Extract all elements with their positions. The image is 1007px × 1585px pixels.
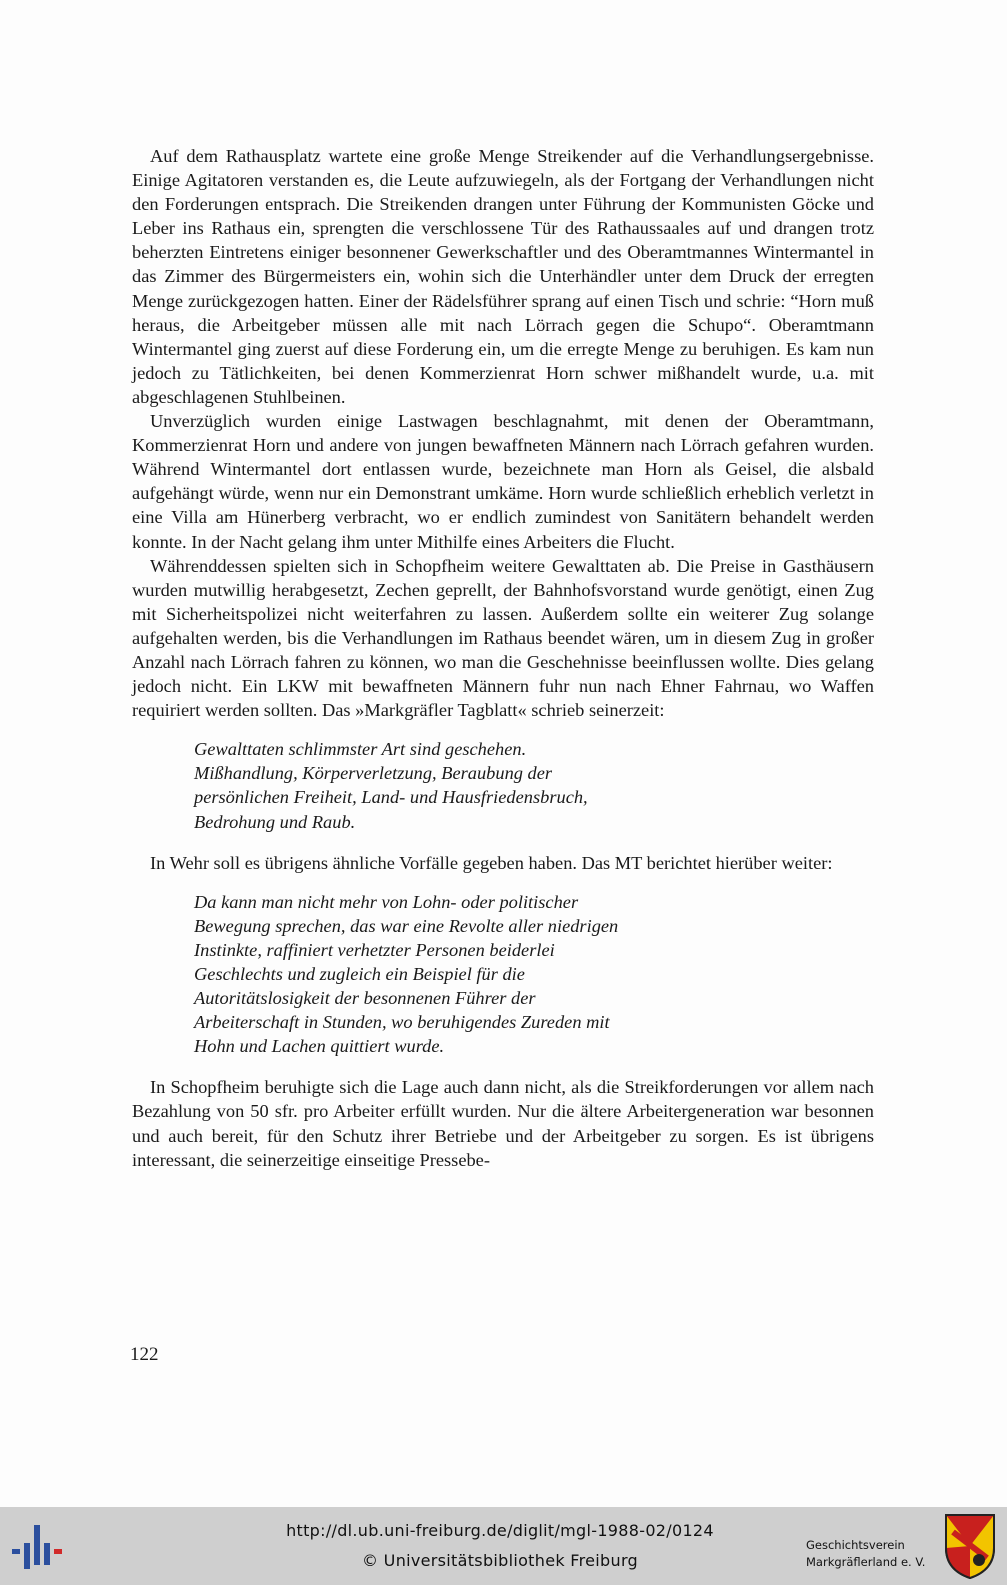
paragraph-5: In Schopfheim beruhigte sich die Lage auch dann nicht, als die Streikforderungen vor allem nach Bezahlung von 50 sfr. pro Arbeiter erfüllt wurden. Nur die ältere Arbeitergeneration war besonnen und auch bereit, für den Schutz ihrer Betriebe und der Arbeitgeber zu sorgen. Es ist übrigens interessant, die seinerzeitige einseitige Pressebe- — [132, 1077, 874, 1170]
body-text — [132, 144, 874, 1172]
coat-of-arms-icon — [943, 1512, 997, 1580]
page-number: 122 — [130, 1344, 159, 1365]
paragraph-1: Auf dem Rathausplatz wartete eine große Menge Streikender auf die Verhandlungsergebnisse. Einige Agitatoren verstanden es, die Leute aufzuwiegeln, als der Fortgang der Verhandlungen nicht den Forderungen entsprach. Die Streikenden drangen unter Führung der Kommunisten Göcke und Leber ins Rathaus ein, sprengten die verschlossene Tür des Rathaussaales auf und drangen trotz beherzten Eintretens einiger besonnener Gewerkschaftler und des Oberamtmannes Wintermantel in das Zimmer des Bürgermeisters ein, wohin sich die Unterhändler unter dem Druck der erregten Menge zurückgezogen hatten. Einer der Rädelsführer sprang auf einen Tisch und schrie: “Horn muß heraus, die Arbeitgeber müssen alle mit nach Lörrach gegen die Schupo“. Oberamtmann Wintermantel ging zuerst auf diese Forderung ein, um die erregte Menge zu beruhigen. Es kam nun jedoch zu Tätlichkeiten, bei denen Kommerzienrat Horn schwer mißhandelt wurde, u.a. mit abgeschlagenen Stuhlbeinen. — [132, 146, 874, 407]
copyright-notice: © Universitätsbibliothek Freiburg — [362, 1551, 638, 1570]
block-quote-2 — [194, 890, 624, 1059]
footer-bar — [0, 1507, 1007, 1585]
society-name-line-1: Geschichtsverein — [806, 1538, 905, 1552]
paragraph-3: Währenddessen spielten sich in Schopfheim weitere Gewalttaten ab. Die Preise in Gasthäusern wurden mutwillig herabgesetzt, Zechen geprellt, der Bahnhofsvorstand wurde genötigt, einen Zug mit Sicherheitspolizei nicht weiterfahren zu lassen. Außerdem sollte ein weiterer Zug solange aufgehalten werden, bis die Verhandlungen im Rathaus beendet wären, um in diesem Zug in großer Anzahl nach Lörrach fahren zu können, wo man die Geschehnisse beeinflussen wollte. Dies gelang jedoch nicht. Ein LKW mit bewaffneten Männern fuhr nun nach Ehner Fahrnau, wo Waffen requiriert werden sollten. Das »Markgräfler Tagblatt« schrieb seinerzeit: — [132, 555, 874, 721]
society-name — [806, 1537, 925, 1571]
society-name-line-2: Markgräflerland e. V. — [806, 1555, 926, 1569]
source-url-link[interactable]: http://dl.ub.uni-freiburg.de/diglit/mgl-1988-02/0124 — [286, 1521, 714, 1540]
block-quote-1 — [194, 737, 624, 833]
block-quote-1-text: Gewalttaten schlimmster Art sind geschehen. Mißhandlung, Körperverletzung, Beraubung der persönlichen Freiheit, Land- und Hausfriedensbruch, Bedrohung und Raub. — [194, 739, 588, 832]
block-quote-2-text: Da kann man nicht mehr von Lohn- oder politischer Bewegung sprechen, das war eine Revolte aller niedrigen Instinkte, raffiniert verhetzter Personen beiderlei Geschlechts und zugleich ein Beispiel für die Autoritätslosigkeit der besonnenen Führer der Arbeiterschaft in Stunden, wo beruhigendes Zureden mit Hohn und Lachen quittiert wurde. — [194, 891, 619, 1057]
library-logo-icon[interactable] — [10, 1521, 64, 1573]
paragraph-4: In Wehr soll es übrigens ähnliche Vorfälle gegeben haben. Das MT berichtet hierüber weiter: — [150, 852, 833, 873]
paragraph-2: Unverzüglich wurden einige Lastwagen beschlagnahmt, mit denen der Oberamtmann, Kommerzienrat Horn und andere von jungen bewaffneten Männern nach Lörrach gefahren wurden. Während Wintermantel dort entlassen wurde, bezeichnete man Horn als Geisel, die alsbald aufgehängt würde, wenn nur ein Demonstrant umkäme. Horn wurde schließlich erheblich verletzt in eine Villa am Hünerberg verbracht, wo er endlich zumindest von Sanitätern behandelt werden konnte. In der Nacht gelang ihm unter Mithilfe eines Arbeiters die Flucht. — [132, 411, 874, 552]
